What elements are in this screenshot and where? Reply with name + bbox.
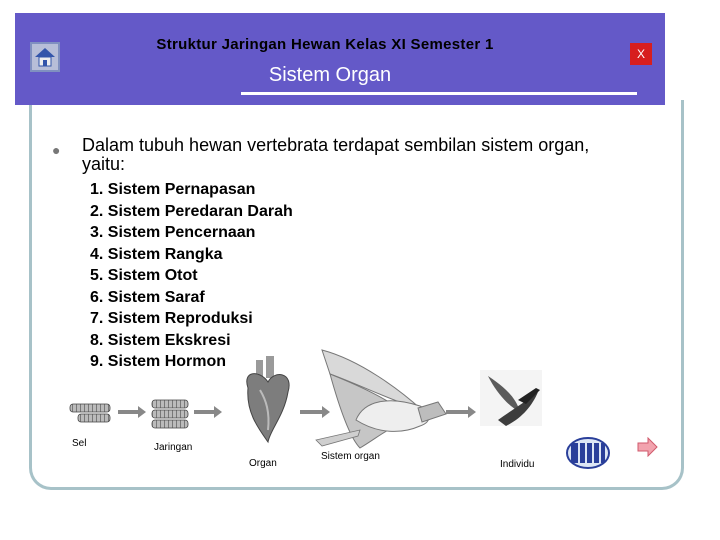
home-button[interactable] — [30, 42, 60, 72]
list-item: 8. Sistem Ekskresi — [90, 331, 231, 349]
label-individual: Individu — [500, 459, 535, 470]
label-tissue: Jaringan — [154, 442, 193, 453]
label-cell: Sel — [72, 438, 87, 449]
arrow-icon — [194, 406, 222, 418]
intro-text: Dalam tubuh hewan vertebrata terdapat sembilan sistem organ, yaitu: — [82, 135, 590, 174]
course-title: Struktur Jaringan Hewan Kelas XI Semester 1 — [156, 36, 494, 53]
home-icon — [32, 44, 58, 70]
list-item: 4. Sistem Rangka — [90, 245, 223, 263]
slide-title: Sistem Organ — [268, 64, 392, 86]
header-divider — [241, 92, 637, 95]
back-icon — [565, 435, 611, 471]
list-item: 3. Sistem Pencernaan — [90, 224, 256, 241]
cell-icon — [70, 404, 110, 422]
list-item: 1. Sistem Pernapasan — [90, 181, 256, 198]
list-item: 5. Sistem Otot — [90, 267, 198, 284]
list-item: 6. Sistem Saraf — [90, 288, 205, 306]
back-button[interactable] — [565, 435, 611, 471]
next-button[interactable] — [636, 437, 658, 457]
next-arrow-icon — [636, 437, 658, 457]
tissue-icon — [152, 400, 188, 428]
heart-organ-icon — [247, 356, 289, 442]
list-item: 9. Sistem Hormon — [90, 353, 227, 370]
pelican-icon — [316, 350, 446, 448]
bullet-icon: ● — [52, 142, 61, 158]
bird-icon — [480, 370, 542, 426]
arrow-icon — [118, 406, 146, 418]
arrow-icon — [300, 406, 330, 418]
close-button[interactable]: X — [630, 43, 652, 65]
arrow-icon — [446, 406, 476, 418]
label-organ: Organ — [249, 458, 277, 469]
list-item: 7. Sistem Reproduksi — [90, 310, 253, 327]
list-item: 2. Sistem Peredaran Darah — [90, 202, 293, 220]
label-organ-system: Sistem organ — [321, 451, 380, 462]
